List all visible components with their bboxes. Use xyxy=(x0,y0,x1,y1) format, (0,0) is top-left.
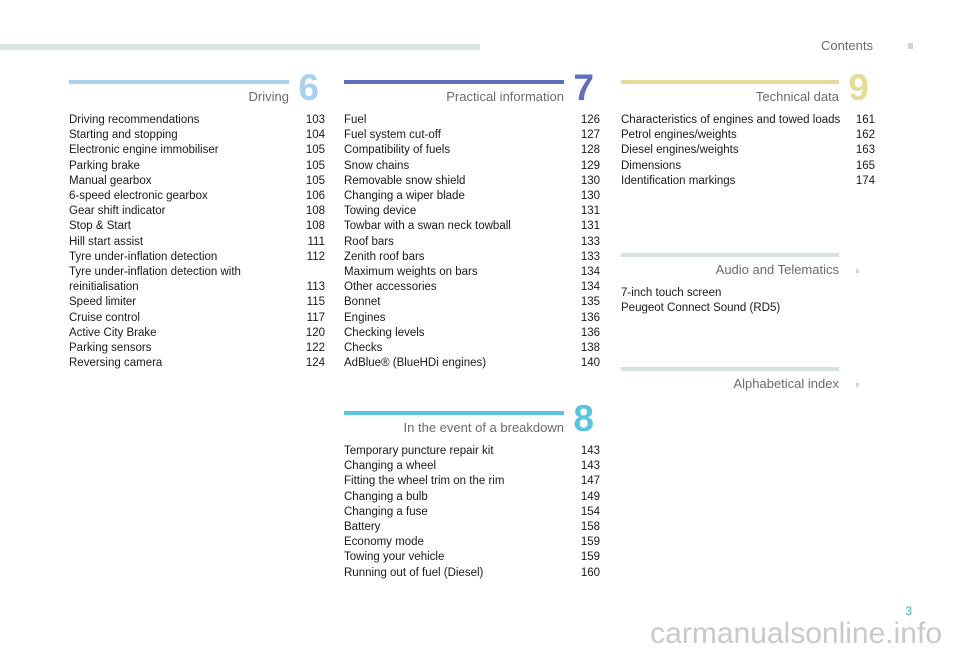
toc-entry-page: 138 xyxy=(580,342,600,355)
toc-entry-page: 135 xyxy=(580,296,600,309)
toc-entry-page: 134 xyxy=(580,266,600,279)
page-number: 3 xyxy=(905,604,912,618)
toc-list-driving xyxy=(69,113,325,371)
section-driving-title[interactable]: Driving xyxy=(248,89,289,104)
toc-entry[interactable] xyxy=(69,204,325,219)
section-practical-number: 7 xyxy=(573,67,594,108)
toc-entry[interactable] xyxy=(344,356,600,371)
toc-entry[interactable] xyxy=(69,295,325,310)
toc-entry[interactable] xyxy=(344,204,600,219)
toc-entry-title: Compatibility of fuels xyxy=(344,144,451,157)
toc-entry-title: Identification markings xyxy=(621,174,736,187)
toc-entry[interactable] xyxy=(69,250,325,265)
toc-entry[interactable] xyxy=(69,174,325,189)
toc-list-audio xyxy=(621,286,875,316)
toc-entry-title: Changing a bulb xyxy=(344,490,428,503)
toc-entry-page: 124 xyxy=(305,357,325,370)
toc-entry-title: Driving recommendations xyxy=(69,114,200,126)
toc-entry-page: 140 xyxy=(580,357,600,370)
section-index-bar xyxy=(621,367,839,371)
toc-entry[interactable] xyxy=(344,128,600,143)
toc-entry-title: Stop & Start xyxy=(69,220,132,233)
toc-entry-page: 105 xyxy=(305,174,325,187)
toc-entry-title: Roof bars xyxy=(344,235,394,248)
toc-entry[interactable] xyxy=(344,265,600,280)
toc-entry-page: 117 xyxy=(306,311,325,324)
toc-entry[interactable] xyxy=(344,444,600,459)
toc-entry[interactable] xyxy=(344,550,600,565)
toc-entry-title: Speed limiter xyxy=(69,296,137,309)
toc-entry-title: Hill start assist xyxy=(69,235,144,248)
header-marker xyxy=(908,43,913,49)
toc-entry-page: 136 xyxy=(580,326,600,339)
section-technical-bar xyxy=(621,80,839,84)
toc-entry[interactable] xyxy=(621,113,875,128)
toc-entry-page: 159 xyxy=(580,536,600,549)
toc-entry-title: Changing a wheel xyxy=(344,460,437,473)
section-technical-data xyxy=(621,67,875,189)
section-breakdown xyxy=(344,398,600,581)
toc-entry-title: Manual gearbox xyxy=(69,174,152,187)
toc-entry-page: 154 xyxy=(580,505,600,518)
toc-entry[interactable] xyxy=(344,326,600,341)
toc-entry-title: Characteristics of engines and towed loads xyxy=(621,114,841,126)
toc-entry-title: Reversing camera xyxy=(69,357,163,370)
toc-entry[interactable] xyxy=(344,490,600,505)
section-technical-title[interactable]: Technical data xyxy=(755,89,839,104)
toc-entry-page: 113 xyxy=(306,281,325,294)
toc-entry[interactable] xyxy=(344,280,600,295)
section-breakdown-title[interactable]: In the event of a breakdown xyxy=(403,420,564,435)
toc-entry-page: 129 xyxy=(580,159,600,172)
toc-entry[interactable] xyxy=(621,301,875,316)
toc-entry[interactable] xyxy=(344,159,600,174)
watermark: carmanualsonline.info xyxy=(650,617,942,650)
section-breakdown-bar xyxy=(344,411,564,415)
toc-entry[interactable] xyxy=(344,535,600,550)
toc-entry-title: Electronic engine immobiliser xyxy=(69,144,219,157)
section-technical-number: 9 xyxy=(848,67,869,108)
toc-entry-page: 104 xyxy=(305,129,325,142)
toc-entry-title: Tyre under-inflation detection with reinitialisation xyxy=(69,266,241,294)
toc-entry-title: Cruise control xyxy=(69,311,140,324)
toc-list-breakdown xyxy=(344,444,600,581)
toc-entry[interactable] xyxy=(344,189,600,204)
toc-entry-page: 126 xyxy=(580,114,600,126)
toc-entry[interactable] xyxy=(621,128,875,143)
toc-entry[interactable] xyxy=(69,341,325,356)
toc-entry-title: Engines xyxy=(344,311,386,324)
toc-entry[interactable] xyxy=(344,520,600,535)
index-marker xyxy=(856,383,859,387)
audio-marker xyxy=(856,269,859,273)
toc-entry-title: Towbar with a swan neck towball xyxy=(344,220,511,233)
toc-entry[interactable] xyxy=(69,189,325,204)
toc-entry-title: 7-inch touch screen xyxy=(621,287,722,299)
toc-entry-title: Towing your vehicle xyxy=(344,551,445,564)
toc-entry[interactable] xyxy=(344,235,600,250)
toc-entry-page: 130 xyxy=(580,190,600,203)
toc-entry-page: 161 xyxy=(855,114,875,126)
toc-entry-title: Temporary puncture repair kit xyxy=(344,445,494,457)
toc-entry-page: 108 xyxy=(305,205,325,218)
toc-entry-title: Changing a fuse xyxy=(344,505,428,518)
toc-entry[interactable] xyxy=(69,311,325,326)
toc-entry-page: 105 xyxy=(305,144,325,157)
toc-entry-title: Running out of fuel (Diesel) xyxy=(344,566,484,579)
toc-entry-page: 106 xyxy=(305,190,325,203)
toc-entry-page: 131 xyxy=(580,205,600,218)
toc-entry-title: Parking brake xyxy=(69,159,140,172)
section-alphabetical-index xyxy=(621,367,875,395)
toc-entry-title: Checking levels xyxy=(344,326,425,339)
toc-entry-page: 122 xyxy=(305,342,325,355)
toc-entry-page: 115 xyxy=(306,296,325,309)
toc-entry[interactable] xyxy=(344,474,600,489)
toc-entry-title: Zenith roof bars xyxy=(344,250,425,263)
toc-entry[interactable] xyxy=(69,143,325,158)
toc-entry-title: Starting and stopping xyxy=(69,129,178,142)
toc-entry-title: Bonnet xyxy=(344,296,381,309)
toc-entry-page: 136 xyxy=(580,311,600,324)
toc-entry[interactable] xyxy=(69,159,325,174)
toc-entry-page: 143 xyxy=(580,445,600,457)
toc-entry-page: 127 xyxy=(580,129,600,142)
toc-entry-page: 130 xyxy=(580,174,600,187)
toc-entry-page: 143 xyxy=(580,460,600,473)
toc-entry-title: Petrol engines/weights xyxy=(621,129,737,142)
section-practical-title[interactable]: Practical information xyxy=(446,89,564,104)
toc-list-practical xyxy=(344,113,600,371)
toc-entry-title: Removable snow shield xyxy=(344,174,466,187)
toc-entry-title: Peugeot Connect Sound (RD5) xyxy=(621,302,781,315)
toc-entry-page: 131 xyxy=(580,220,600,233)
toc-entry-title: Dimensions xyxy=(621,159,682,172)
toc-entry-page: 134 xyxy=(580,281,600,294)
toc-entry-page: 147 xyxy=(580,475,600,488)
toc-entry-page: 162 xyxy=(855,129,875,142)
toc-entry-page: 103 xyxy=(305,114,325,126)
section-breakdown-number: 8 xyxy=(573,398,594,439)
toc-entry[interactable] xyxy=(344,459,600,474)
toc-entry-page: 149 xyxy=(580,490,600,503)
toc-entry-page: 158 xyxy=(580,521,600,534)
toc-entry-page: 108 xyxy=(305,220,325,233)
toc-entry-page: 105 xyxy=(305,159,325,172)
toc-entry-title: Changing a wiper blade xyxy=(344,190,465,203)
toc-entry-title: Fitting the wheel trim on the rim xyxy=(344,475,505,488)
toc-entry-page: 160 xyxy=(580,566,600,579)
toc-entry[interactable] xyxy=(621,286,875,301)
toc-entry-title: Diesel engines/weights xyxy=(621,144,739,157)
toc-entry-page: 128 xyxy=(580,144,600,157)
header-bar xyxy=(0,44,480,50)
toc-entry[interactable] xyxy=(69,128,325,143)
section-index-title[interactable]: Alphabetical index xyxy=(733,376,839,391)
toc-entry-page: 165 xyxy=(855,159,875,172)
toc-entry[interactable] xyxy=(344,219,600,234)
toc-entry-title: Fuel xyxy=(344,114,367,126)
toc-entry[interactable] xyxy=(344,113,600,128)
toc-entry[interactable] xyxy=(344,295,600,310)
toc-entry[interactable] xyxy=(621,143,875,158)
toc-entry[interactable] xyxy=(621,159,875,174)
toc-entry-title: Fuel system cut-off xyxy=(344,129,441,142)
toc-entry-title: Tyre under-inflation detection xyxy=(69,250,218,263)
toc-entry[interactable] xyxy=(344,566,600,581)
toc-entry-title: Other accessories xyxy=(344,281,437,294)
toc-entry-title: Snow chains xyxy=(344,159,410,172)
toc-entry[interactable] xyxy=(69,219,325,234)
toc-entry-page: 120 xyxy=(305,326,325,339)
toc-entry-title: Checks xyxy=(344,342,383,355)
section-audio-bar xyxy=(621,253,839,257)
toc-entry-title: Parking sensors xyxy=(69,342,152,355)
header-contents-label[interactable]: Contents xyxy=(820,38,873,53)
toc-entry-page: 133 xyxy=(580,235,600,248)
section-audio-telematics xyxy=(621,253,875,316)
toc-entry-title: AdBlue® (BlueHDi engines) xyxy=(344,357,487,370)
toc-entry[interactable] xyxy=(344,250,600,265)
toc-entry-page: 174 xyxy=(855,174,875,187)
section-driving-number: 6 xyxy=(298,67,319,108)
toc-entry-page: 112 xyxy=(306,250,325,263)
toc-entry-title: 6-speed electronic gearbox xyxy=(69,190,208,203)
section-driving xyxy=(69,67,325,371)
section-driving-bar xyxy=(69,80,289,84)
toc-entry[interactable] xyxy=(69,235,325,250)
toc-entry[interactable] xyxy=(621,174,875,189)
section-practical-bar xyxy=(344,80,564,84)
toc-entry-title: Economy mode xyxy=(344,536,424,549)
toc-entry-title: Battery xyxy=(344,521,381,534)
toc-entry-page: 163 xyxy=(855,144,875,157)
toc-entry-page: 133 xyxy=(580,250,600,263)
toc-entry-title: Towing device xyxy=(344,205,417,218)
toc-entry[interactable] xyxy=(69,113,325,128)
toc-list-technical xyxy=(621,113,875,189)
toc-entry[interactable] xyxy=(69,356,325,371)
toc-entry-title: Maximum weights on bars xyxy=(344,266,478,279)
section-audio-title[interactable]: Audio and Telematics xyxy=(715,262,839,277)
toc-entry[interactable] xyxy=(344,341,600,356)
toc-entry[interactable] xyxy=(69,326,325,341)
toc-entry-page: 111 xyxy=(307,235,325,248)
section-practical-information xyxy=(344,67,600,371)
toc-entry[interactable] xyxy=(344,143,600,158)
toc-entry[interactable] xyxy=(344,311,600,326)
toc-entry-title: Gear shift indicator xyxy=(69,205,166,218)
toc-entry[interactable] xyxy=(344,174,600,189)
toc-entry[interactable] xyxy=(69,265,325,295)
toc-entry[interactable] xyxy=(344,505,600,520)
toc-entry-title: Active City Brake xyxy=(69,326,157,339)
toc-entry-page: 159 xyxy=(580,551,600,564)
